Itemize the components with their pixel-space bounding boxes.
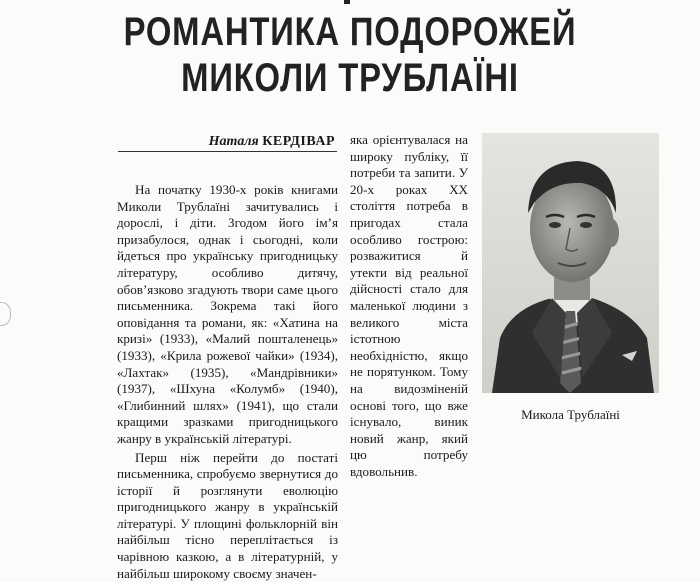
column-2-text: яка орієнтувалася на широку публіку, її потреби та запити. У 20-х роках XX століття потреба в пригодах стала особливо гострою: розважитися й утекти від реальної дійсності стало для маленької людини з великого міста істотною необхідністю, якщо не порятунком. Тому на видозміненій основі того, що вже існувало, виник новий жанр, який цю потребу вдовольнив. — [350, 132, 468, 480]
article-title-line-2: МИКОЛИ ТРУБЛАЇНІ — [112, 56, 588, 101]
portrait-illustration — [482, 133, 659, 393]
page-binding-mark — [0, 302, 11, 326]
article-column-2 — [350, 132, 468, 480]
paragraph-2: Перш ніж перейти до постаті письменника, спробуємо звернутися до історії й розглянути еволюцію пригодницького жанру в українській літературі. У площині фольклорній він найбільш тісно переплітається із чарівною казкою, а в літературній, у найбільш широкому своєму значен- — [117, 450, 338, 582]
author-first-name: Наталя — [209, 134, 259, 149]
paragraph-1: На початку 1930-х років книгами Миколи Трублаїні зачитувались і дорослі, і діти. Згодом його ім’я призабулося, однак і сьогодні, коли йдеться про українську пригодницьку літературу, особливо дитячу, обов’язково згадують твори саме цього письменника. Зокрема такі його оповідання та романи, як: «Хатина на кризі» (1933), «Малий пошталенець» (1933), «Крила рожевої чайки» (1934), «Лахтак» (1935), «Мандрівники» (1937), «Шхуна «Колумб» (1940), «Глибинний шлях» (1941), що стали кращими зразками пригодницького жанру в українській літературі. — [117, 182, 338, 448]
author-portrait-photo — [482, 133, 659, 393]
author-byline — [150, 134, 335, 150]
article-column-1 — [117, 182, 338, 582]
photo-caption: Микола Трублаїні — [482, 407, 659, 423]
byline-rule — [118, 151, 337, 152]
author-surname: КЕРДІВАР — [262, 134, 335, 149]
page-top-mark — [344, 0, 350, 4]
article-title-line-1: РОМАНТИКА ПОДОРОЖЕЙ — [112, 10, 588, 55]
